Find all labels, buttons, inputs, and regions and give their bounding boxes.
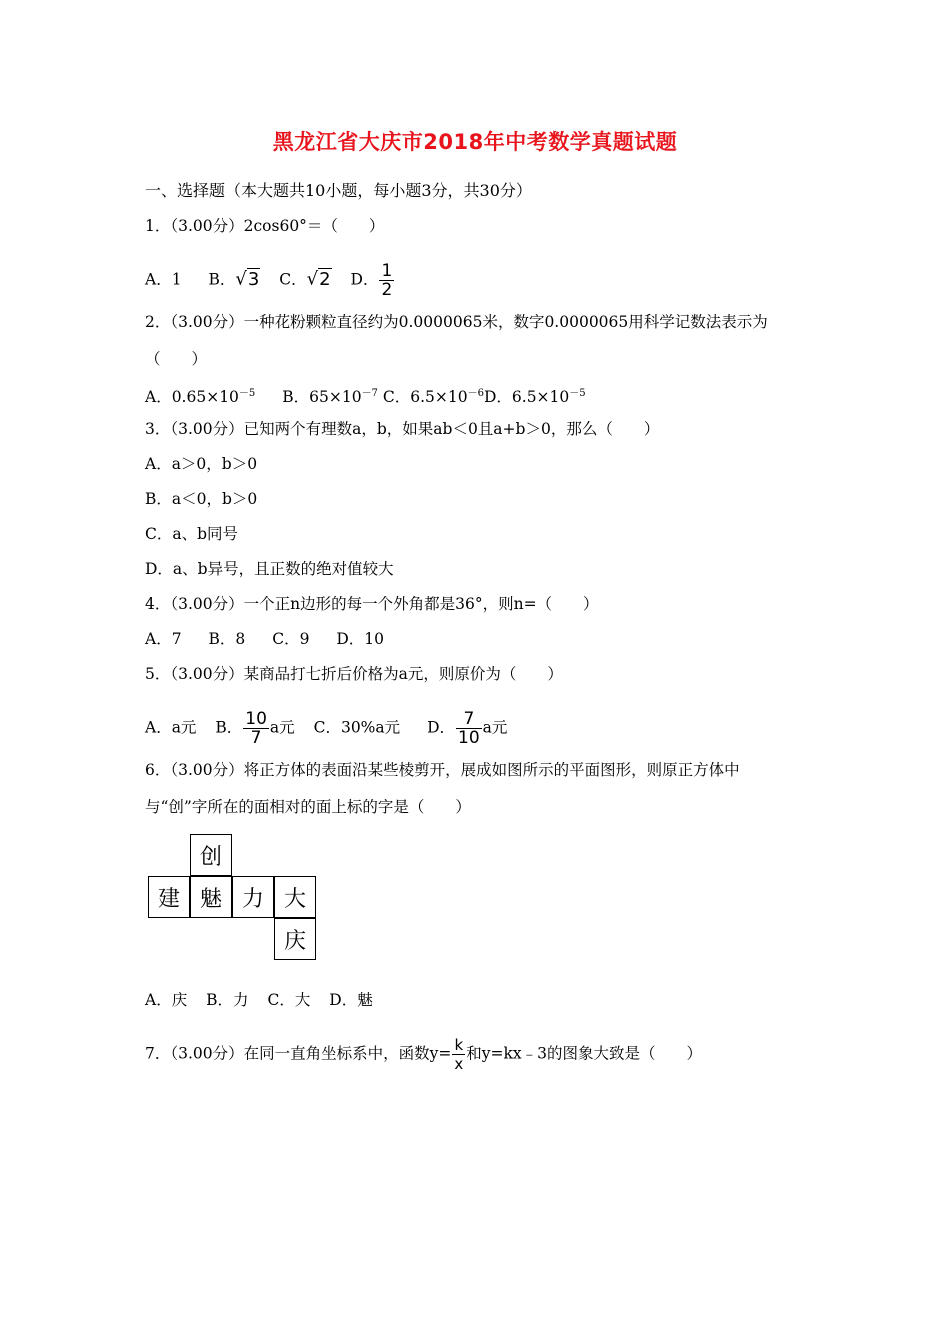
- q1-option-c-sqrt: √2: [306, 268, 331, 290]
- q4-option-c: C．9: [272, 630, 310, 648]
- q7-fraction: $\frac{k}{x}$: [454, 1036, 464, 1073]
- question-4-options: [145, 629, 384, 649]
- q1-option-b-label: B．: [208, 270, 236, 289]
- q6-option-a: A．庆: [145, 991, 188, 1009]
- q2-option-a: A．$0.65\times 10^{-5}$: [145, 388, 256, 407]
- q5-option-a: A．a元: [145, 718, 197, 737]
- question-6-options: [145, 990, 373, 1010]
- q5-option-b-tail: a元: [269, 718, 295, 737]
- cube-net-figure: [148, 834, 318, 960]
- question-4-stem: 4．（3.00分）一个正n边形的每一个外角都是36°，则n=（ ）: [145, 595, 599, 613]
- q6-option-d: D．魅: [329, 991, 373, 1009]
- q3-option-b: B．a＜0，b＞0: [145, 490, 258, 508]
- q1-option-c-label: C．: [279, 270, 307, 289]
- q5-option-b-label: B．: [215, 718, 243, 737]
- net-cell-right2: 大: [274, 876, 316, 918]
- question-7-stem: 7．（3.00分）在同一直角坐标系中，函数y= $\frac{k}{x}$ 和y=kx﹣3的图象大致是（ ）: [145, 1036, 703, 1073]
- q2-option-c: C．$6.5\times 10^{-6}$: [382, 388, 484, 407]
- q2-option-b: B．$65\times 10^{-7}$: [282, 388, 378, 407]
- q6-option-c: C．大: [267, 991, 311, 1009]
- q5-option-d-tail: a元: [482, 718, 508, 737]
- q4-option-d: D．10: [336, 630, 385, 648]
- q4-option-a: A．7: [145, 630, 182, 648]
- q1-option-b-sqrt: √3: [235, 268, 260, 290]
- net-cell-bottom: 庆: [274, 918, 316, 960]
- section-heading: 一、选择题（本大题共10小题，每小题3分，共30分）: [145, 181, 532, 200]
- q5-option-d-fraction: $\frac{7}{10}$: [458, 709, 480, 748]
- q5-option-d-label: D．: [427, 718, 456, 737]
- q3-option-d: D．a、b异号，且正数的绝对值较大: [145, 560, 394, 578]
- question-3-stem: 3．（3.00分）已知两个有理数a，b，如果ab＜0且a+b＞0，那么（ ）: [145, 420, 660, 438]
- question-1-stem: 1．（3.00分）2cos60°＝（ ）: [145, 217, 385, 235]
- q2-option-d: D．$6.5\times 10^{-5}$: [483, 388, 586, 407]
- question-1-options: [145, 262, 395, 299]
- q5-option-c: C．30%a元: [313, 718, 401, 737]
- question-2-options: [145, 384, 586, 407]
- question-6-stem-cont: 与“创”字所在的面相对的面上标的字是（ ）: [145, 798, 471, 816]
- question-5-options: [145, 710, 507, 747]
- question-6-stem: 6．（3.00分）将正方体的表面沿某些棱剪开，展成如图所示的平面图形，则原正方体中: [145, 761, 740, 779]
- q1-option-d-fraction: $\frac{1}{2}$: [381, 261, 393, 300]
- net-cell-right1: 力: [232, 876, 274, 918]
- net-cell-left: 建: [148, 876, 190, 918]
- q1-option-a: A．1: [145, 270, 182, 289]
- q5-option-b-fraction: $\frac{10}{7}$: [245, 709, 267, 748]
- net-cell-center: 魅: [190, 876, 232, 918]
- net-cell-top: 创: [190, 834, 232, 876]
- question-2-stem-cont: （ ）: [145, 350, 208, 368]
- q1-option-d-label: D．: [350, 270, 379, 289]
- q6-option-b: B．力: [206, 991, 249, 1009]
- page-title: 黑龙江省大庆市2018年中考数学真题试题: [272, 130, 678, 154]
- q3-option-c: C．a、b同号: [145, 525, 239, 543]
- q4-option-b: B．8: [208, 630, 246, 648]
- question-2-stem: 2．（3.00分）一种花粉颗粒直径约为0.0000065米，数字0.0000065用科学记数法表示为: [145, 313, 768, 331]
- q3-option-a: A．a＞0，b＞0: [145, 455, 258, 473]
- question-5-stem: 5．（3.00分）某商品打七折后价格为a元，则原价为（ ）: [145, 665, 563, 683]
